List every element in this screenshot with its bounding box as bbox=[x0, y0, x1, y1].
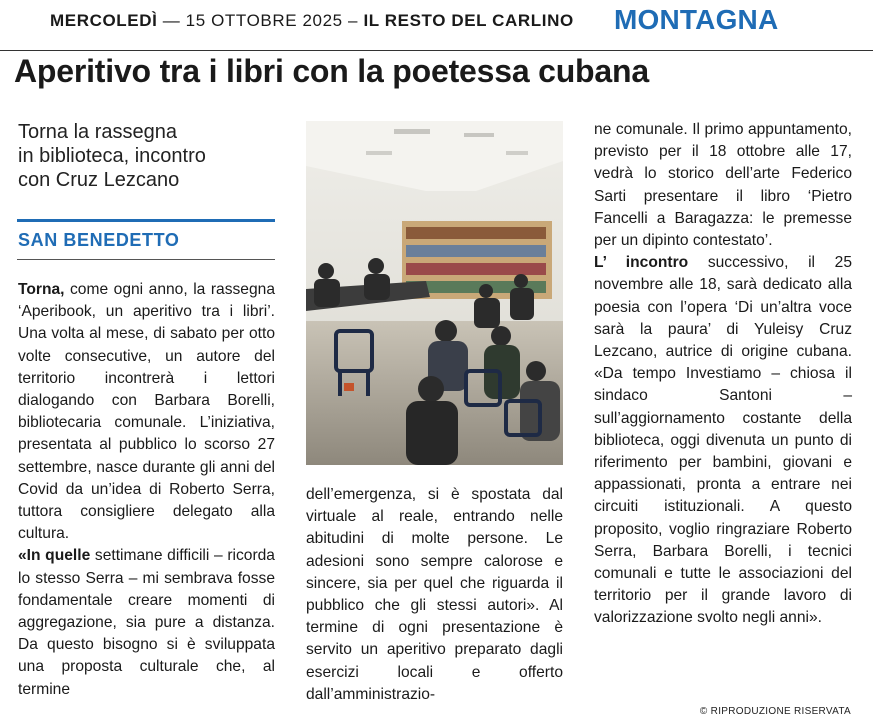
paragraph-lead: Torna, bbox=[18, 281, 65, 298]
subtitle-line: con Cruz Lezcano bbox=[18, 169, 180, 191]
subtitle-line: Torna la rassegna bbox=[18, 121, 177, 143]
paragraph-lead: L’ incontro bbox=[594, 254, 689, 272]
paragraph bbox=[18, 545, 275, 700]
masthead-day: MERCOLEDÌ bbox=[50, 11, 158, 30]
masthead-date: 15 OTTOBRE 2025 bbox=[185, 11, 343, 30]
paragraph-text: ne comunale. Il primo appuntamento, previsto per il 18 ottobre alle 17, vedrà lo storico dell’arte Federico Sarti presentare il libro ‘Pietro Fancelli a Baragazza: le premesse per un dipinto contestato’. bbox=[594, 121, 852, 250]
paragraph bbox=[18, 279, 275, 545]
paragraph bbox=[594, 252, 852, 629]
copyright-notice: © RIPRODUZIONE RISERVATA bbox=[699, 706, 851, 717]
header-divider bbox=[0, 50, 873, 51]
paragraph-text: come ogni anno, la rassegna ‘Aperibook, un aperitivo tra i libri’. Una volta al mese, di sabato per otto volte consecutive, un autore del territorio incontrerà i lettori dialogando con Barbara Borelli, bibliotecaria comunale. L’iniziativa, presentata al pubblico lo scorso 27 settembre, nasce durante gli anni del Covid da un’idea di Roberto Serra, tuttora consigliere delegato alla cultura. bbox=[18, 281, 275, 543]
dateline-location: SAN BENEDETTO bbox=[18, 230, 180, 250]
location-divider bbox=[17, 259, 275, 260]
article-column-2 bbox=[306, 484, 563, 706]
section-title: MONTAGNA bbox=[614, 4, 779, 35]
article-headline: Aperitivo tra i libri con la poetessa cubana bbox=[14, 53, 649, 89]
location-rule bbox=[17, 219, 275, 222]
article-column-1 bbox=[18, 279, 275, 701]
paragraph-lead: «In quelle bbox=[18, 547, 91, 565]
masthead bbox=[50, 11, 574, 31]
masthead-separator: – bbox=[348, 11, 359, 30]
article-column-3 bbox=[594, 119, 852, 630]
subtitle-line: in biblioteca, incontro bbox=[18, 145, 206, 167]
masthead-separator: — bbox=[162, 11, 181, 30]
article-photo bbox=[306, 121, 563, 465]
masthead-paper-name: IL RESTO DEL CARLINO bbox=[363, 11, 574, 30]
paragraph-text: settimane difficili – ricorda lo stesso Serra – mi sembrava fosse fondamentale creare momenti di aggregazione, sia pure a distanza. Da questo bisogno si è sviluppata una proposta culturale che, al termine bbox=[18, 547, 275, 698]
paragraph-text: dell’emergenza, si è spostata dal virtuale al reale, entrando nelle abitudini di molte persone. Le adesioni sono sempre calorose e sincere, sia per quel che riguarda il pubblico che gli stessi autori». Al termine di ogni presentazione è servito un aperitivo preparato dagli esercizi locali e offerto dall’amministrazio- bbox=[306, 486, 563, 703]
paragraph-text: successivo, il 25 novembre alle 18, sarà dedicato alla poesia con l’opera ‘Di un’altra voce sarà la paura’ di Yuleisy Cruz Lezcano, autrice di origine cubana. «Da tempo Investiamo – chiosa il sindaco Santoni – sull’aggiornamento costante della biblioteca, oggi divenuta un punto di riferimento per bambini, giovani e appassionati, pronta a entrare nei circuiti istituzionali. A questo proposito, voglio ringraziare Roberto Serra, Barbara Borelli, i tecnici comunali e tutte le associazioni del territorio per il grande lavoro di valorizzazione svolto negli anni». bbox=[594, 254, 852, 627]
article-subtitle bbox=[18, 120, 268, 192]
